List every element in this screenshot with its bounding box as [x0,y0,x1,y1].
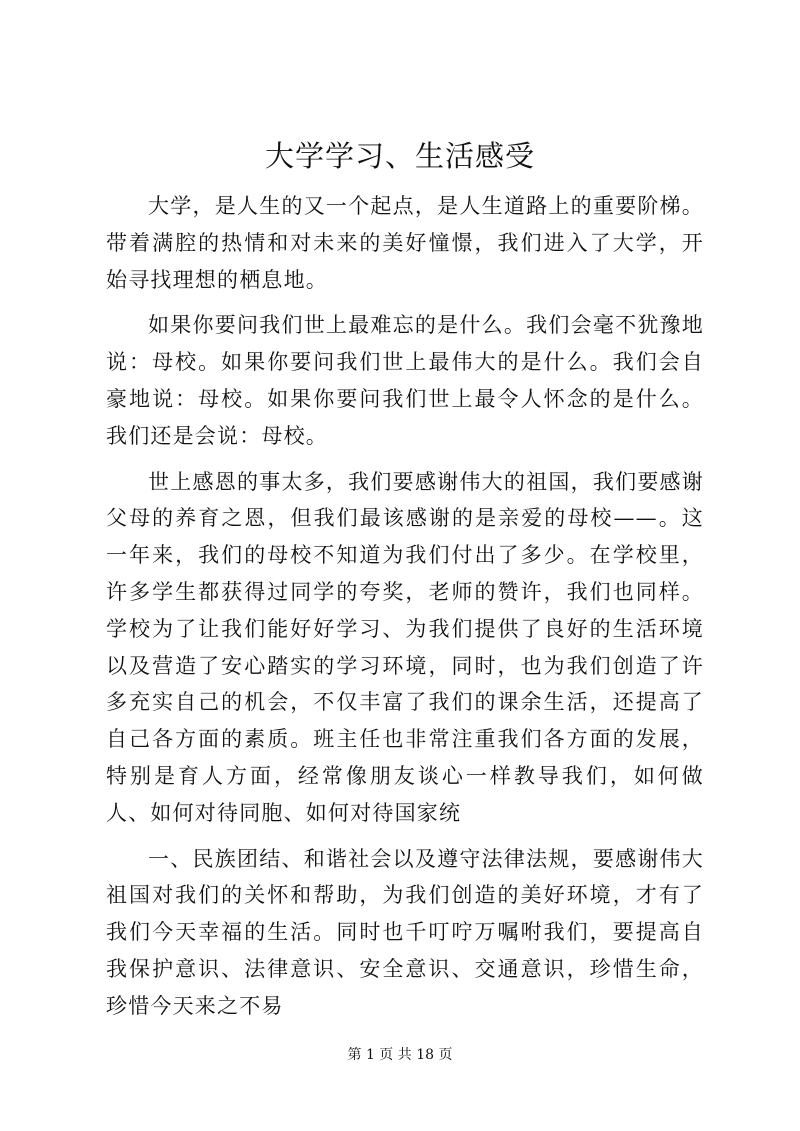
page-number-footer: 第 1 页 共 18 页 [347,1047,453,1063]
paragraph-3: 世上感恩的事太多，我们要感谢伟大的祖国，我们要感谢父母的养育之恩，但我们最该感谢的是亲爱的母校——。这一年来，我们的母校不知道为我们付出了多少。在学校里，许多学生都获得过同学的夸奖，老师的赞许，我们也同样。学校为了让我们能好好学习、为我们提供了良好的生活环境以及营造了安心踏实的学习环境，同时，也为我们创造了许多充实自己的机会，不仅丰富了我们的课余生活，还提高了自己各方面的素质。班主任也非常注重我们各方面的发展，特别是育人方面，经常像朋友谈心一样教导我们，如何做人、如何对待同胞、如何对待国家统 [106,469,704,825]
document-body [106,188,704,1033]
document-title: 大学学习、生活感受 [264,139,535,173]
paragraph-2: 如果你要问我们世上最难忘的是什么。我们会毫不犹豫地说：母校。如果你要问我们世上最伟大的是什么。我们会自豪地说：母校。如果你要问我们世上最令人怀念的是什么。我们还是会说：母校。 [106,313,704,448]
paragraph-1: 大学，是人生的又一个起点，是人生道路上的重要阶梯。带着满腔的热情和对未来的美好憧憬，我们进入了大学，开始寻找理想的栖息地。 [106,194,704,292]
paragraph-4: 一、民族团结、和谐社会以及遵守法律法规，要感谢伟大祖国对我们的关怀和帮助，为我们创造的美好环境，才有了我们今天幸福的生活。同时也千叮咛万嘱咐我们，要提高自我保护意识、法律意识、安全意识、交通意识，珍惜生命，珍惜今天来之不易 [106,846,704,1018]
